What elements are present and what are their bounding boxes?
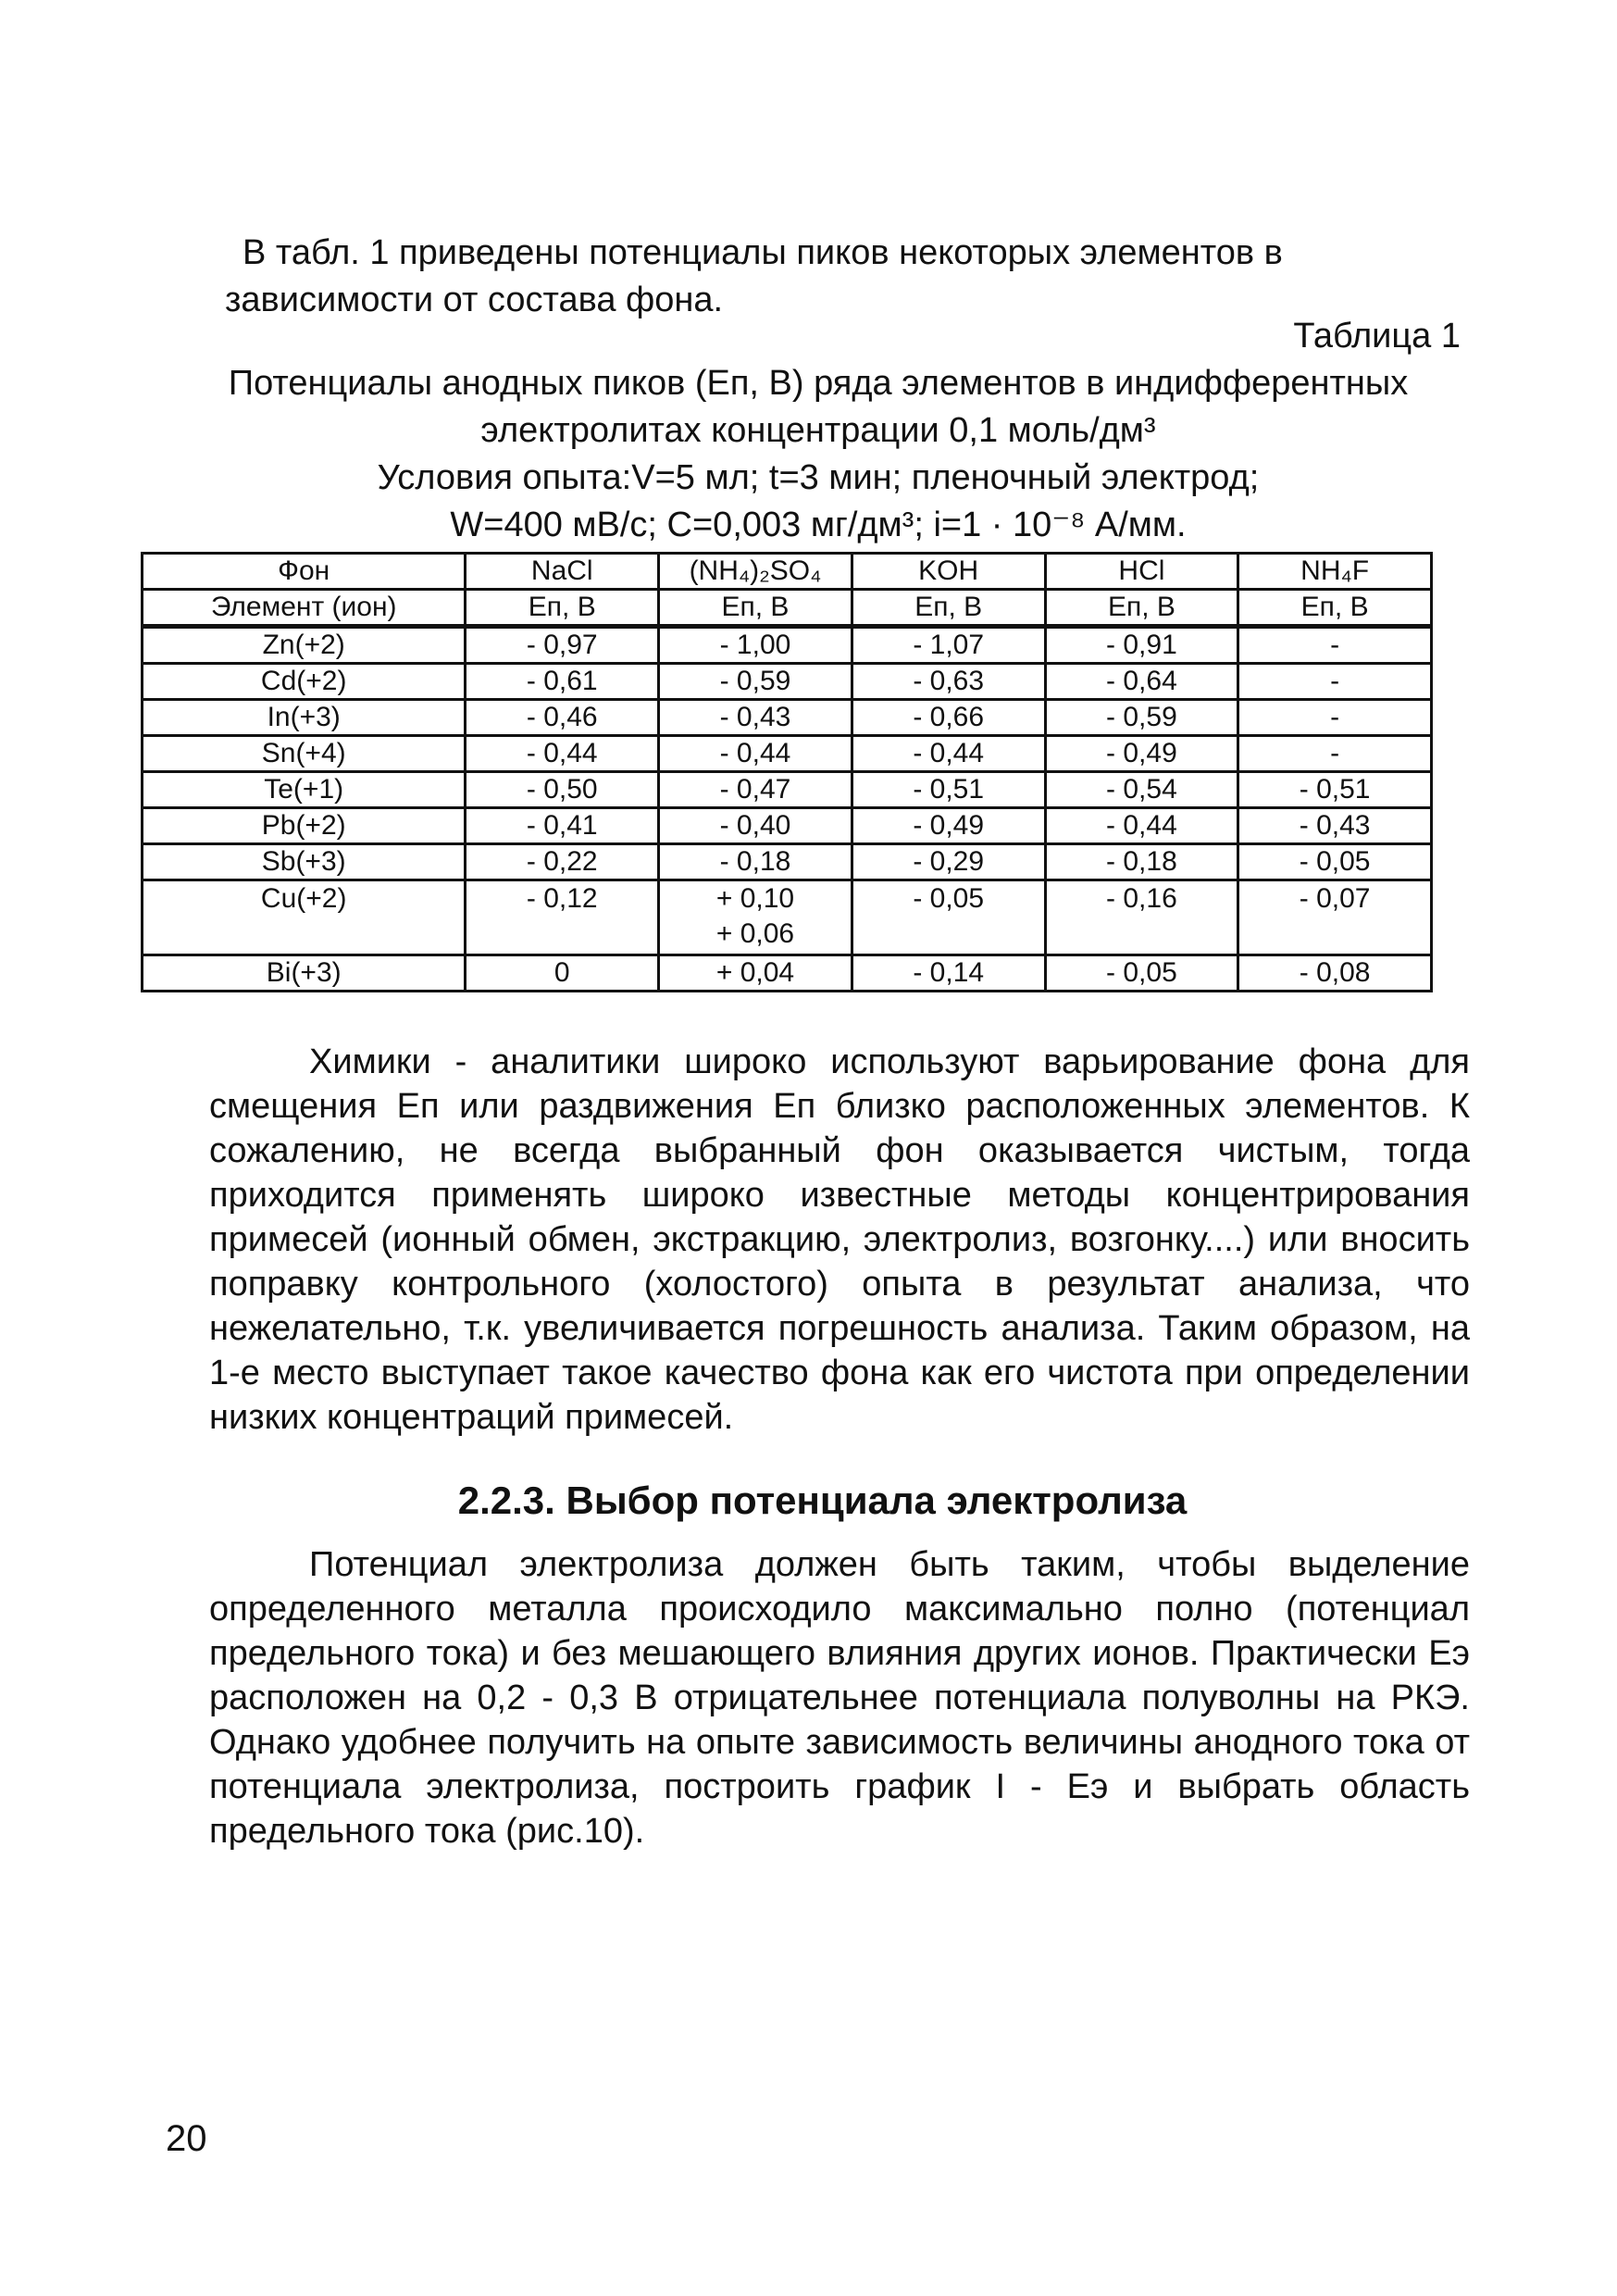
table-caption	[167, 313, 1470, 549]
value-cell: - 0,66	[852, 700, 1045, 736]
paragraph-electrolysis-potential	[209, 1542, 1470, 1853]
value-cell: - 0,22	[466, 844, 659, 880]
table-conditions-line-1: Условия опыта:V=5 мл; t=3 мин; пленочный электрод;	[377, 458, 1260, 497]
table-number: Таблица 1	[1293, 317, 1461, 356]
value-cell: - 0,05	[852, 880, 1045, 955]
value-cell: - 0,59	[1045, 700, 1238, 736]
header-cell: KOH	[852, 554, 1045, 590]
element-cell: Cu(+2)	[143, 880, 466, 955]
table-row	[143, 772, 1432, 808]
value-cell: - 0,18	[659, 844, 852, 880]
header-cell: NaCl	[466, 554, 659, 590]
header-cell: HCl	[1045, 554, 1238, 590]
table-header-row	[143, 554, 1432, 590]
header-cell: Элемент (ион)	[143, 590, 466, 627]
value-cell: - 0,59	[659, 664, 852, 700]
value-cell: - 0,44	[659, 736, 852, 772]
element-cell: Pb(+2)	[143, 808, 466, 844]
value-cell: - 0,07	[1238, 880, 1432, 955]
header-cell: Eп, В	[1238, 590, 1432, 627]
header-cell: NH₄F	[1238, 554, 1432, 590]
header-cell: Eп, В	[852, 590, 1045, 627]
value-cell	[659, 880, 852, 955]
value-cell: - 0,50	[466, 772, 659, 808]
value-cell: - 0,51	[852, 772, 1045, 808]
value-cell: - 0,08	[1238, 955, 1432, 992]
value-cell: - 0,97	[466, 627, 659, 664]
table-row	[143, 736, 1432, 772]
value-cell: - 0,43	[659, 700, 852, 736]
table-title-line-1: Потенциалы анодных пиков (Eп, В) ряда элементов в индифферентных	[228, 364, 1409, 403]
header-cell: Eп, В	[1045, 590, 1238, 627]
value-cell: - 0,29	[852, 844, 1045, 880]
header-cell: Фон	[143, 554, 466, 590]
value-cell: - 0,49	[1045, 736, 1238, 772]
value-cell: - 0,51	[1238, 772, 1432, 808]
section-title: 2.2.3. Выбор потенциала электролиза	[457, 1479, 1188, 1522]
table-title-line-2: электролитах концентрации 0,1 моль/дм³	[480, 411, 1156, 450]
value-cell: - 1,00	[659, 627, 852, 664]
value-cell: - 0,44	[1045, 808, 1238, 844]
table-header-row	[143, 590, 1432, 627]
value-cell: - 0,16	[1045, 880, 1238, 955]
intro-line-2: зависимости от состава фона.	[225, 281, 724, 319]
value-cell: - 0,05	[1045, 955, 1238, 992]
table-row	[143, 627, 1432, 664]
value-cell: - 0,43	[1238, 808, 1432, 844]
value-cell: - 0,61	[466, 664, 659, 700]
table-row	[143, 844, 1432, 880]
header-cell: Eп, В	[466, 590, 659, 627]
value-cell: -	[1238, 736, 1432, 772]
value-cell: + 0,04	[659, 955, 852, 992]
value-cell: - 0,12	[466, 880, 659, 955]
table-row	[143, 664, 1432, 700]
element-cell: Te(+1)	[143, 772, 466, 808]
value-cell: -	[1238, 627, 1432, 664]
table-row	[143, 808, 1432, 844]
value-line: + 0,06	[715, 918, 795, 949]
value-cell: - 0,91	[1045, 627, 1238, 664]
page-number: 20	[166, 2118, 207, 2159]
element-cell: Cd(+2)	[143, 664, 466, 700]
element-cell: Sb(+3)	[143, 844, 466, 880]
value-cell: - 0,44	[852, 736, 1045, 772]
header-cell: (NH₄)₂SO₄	[659, 554, 852, 590]
value-cell: -	[1238, 700, 1432, 736]
value-cell: - 0,63	[852, 664, 1045, 700]
value-cell: - 0,40	[659, 808, 852, 844]
element-cell: Sn(+4)	[143, 736, 466, 772]
element-cell: Zn(+2)	[143, 627, 466, 664]
value-cell: - 0,47	[659, 772, 852, 808]
value-line: + 0,10	[715, 883, 795, 914]
intro-text	[225, 230, 1472, 324]
element-cell: Bi(+3)	[143, 955, 466, 992]
table-row	[143, 880, 1432, 955]
value-cell: - 0,14	[852, 955, 1045, 992]
value-cell: - 0,05	[1238, 844, 1432, 880]
value-cell: - 0,64	[1045, 664, 1238, 700]
header-cell: Eп, В	[659, 590, 852, 627]
paragraph-text: Потенциал электролиза должен быть таким, чтобы выделение определенного металла происходило максимально полно (потенциал предельного тока) и без мешающего влияния других ионов. Практически Eэ расположен на 0,2 - 0,3 В отрицательнее потенциала полуволны на РКЭ. Однако удобнее получить на опыте зависимость величины анодного тока от потенциала электролиза, построить график I - Eэ и выбрать область предельного тока (рис.10).	[209, 1545, 1470, 1851]
potentials-table	[141, 552, 1433, 992]
element-cell: In(+3)	[143, 700, 466, 736]
value-cell: - 0,46	[466, 700, 659, 736]
intro-line-1: В табл. 1 приведены потенциалы пиков некоторых элементов в	[243, 233, 1283, 272]
value-cell: - 0,44	[466, 736, 659, 772]
value-cell: -	[1238, 664, 1432, 700]
table-row	[143, 700, 1432, 736]
value-cell: - 0,41	[466, 808, 659, 844]
value-cell: 0	[466, 955, 659, 992]
value-cell: - 1,07	[852, 627, 1045, 664]
table-conditions-line-2: W=400 мВ/с; C=0,003 мг/дм³; i=1 · 10⁻⁸ А/мм.	[450, 505, 1187, 544]
value-cell: - 0,54	[1045, 772, 1238, 808]
paragraph-background-choice	[209, 1040, 1470, 1440]
paragraph-text: Химики - аналитики широко используют варьирование фона для смещения Eп или раздвижения Eп близко расположенных элементов. К сожалению, не всегда выбранный фон оказывается чистым, тогда приходится применять широко известные методы концентрирования примесей (ионный обмен, экстракцию, электролиз, возгонку....) или вносить поправку контрольного (холостого) опыта в результат анализа, что нежелательно, т.к. увеличивается погрешность анализа. Таким образом, на 1-е место выступает такое качество фона как его чистота при определении низких концентраций примесей.	[209, 1042, 1470, 1437]
table-row	[143, 955, 1432, 992]
value-cell: - 0,49	[852, 808, 1045, 844]
value-cell: - 0,18	[1045, 844, 1238, 880]
